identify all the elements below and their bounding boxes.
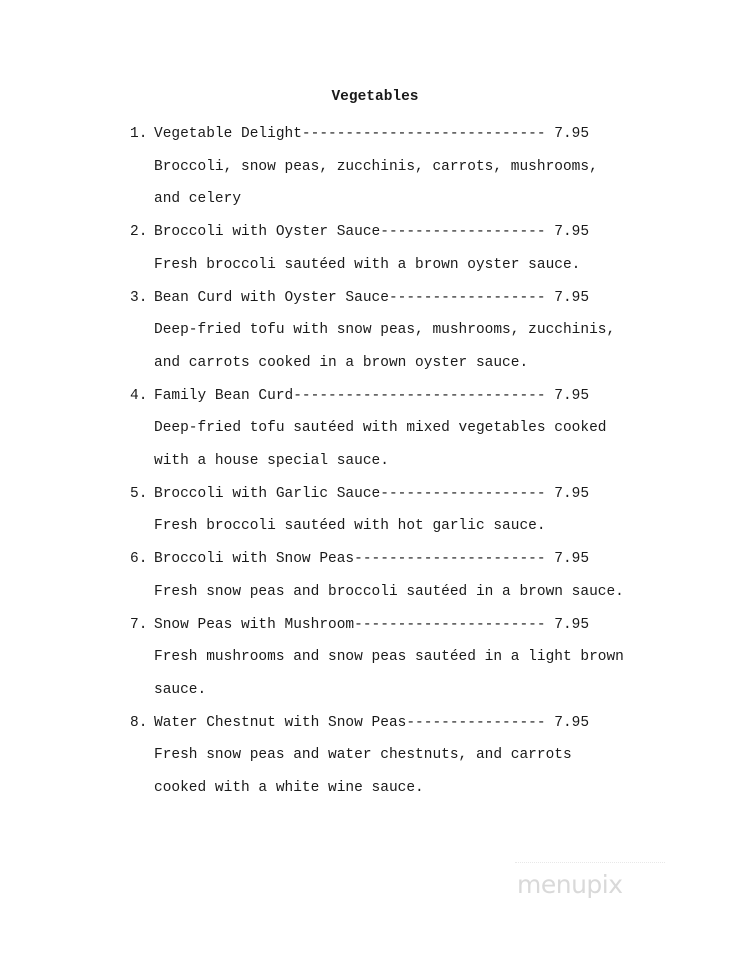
menupix-watermark — [515, 862, 665, 912]
item-description: Fresh snow peas and broccoli sautéed in a brown sauce. — [154, 583, 624, 600]
menu-item-snow-peas-mushroom — [130, 609, 660, 707]
item-description: Deep-fried tofu with snow peas, mushrooms, zucchinis, and carrots cooked in a brown oyster sauce. — [154, 322, 616, 371]
item-description: Fresh broccoli sautéed with a brown oyster sauce. — [154, 256, 581, 273]
item-description: Fresh broccoli sautéed with hot garlic sauce. — [154, 518, 546, 534]
menu-item-broccoli-garlic-sauce — [130, 478, 660, 543]
item-name-price-line: Snow Peas with Mushroom---------------------- 7.95 — [154, 616, 590, 633]
item-name-price-line: Broccoli with Garlic Sauce------------------- 7.95 — [154, 485, 590, 502]
item-name-price-line: Vegetable Delight---------------------------- 7.95 — [154, 126, 590, 142]
page-title: Vegetables — [331, 89, 419, 105]
item-name-price-line: Family Bean Curd----------------------------- 7.95 — [154, 387, 590, 404]
item-name-price-line: Broccoli with Oyster Sauce------------------- 7.95 — [154, 224, 590, 240]
item-description: Fresh mushrooms and snow peas sautéed in a light brown sauce. — [154, 649, 624, 698]
item-number: 7. — [130, 616, 148, 633]
watermark-dotted-rule — [515, 862, 665, 863]
item-description: Fresh snow peas and water chestnuts, and carrots cooked with a white wine sauce. — [154, 747, 572, 796]
item-name-price-line: Bean Curd with Oyster Sauce------------------ 7.95 — [154, 289, 590, 306]
item-name-price-line: Broccoli with Snow Peas---------------------- 7.95 — [154, 551, 590, 567]
menu-item-vegetable-delight — [130, 118, 660, 216]
menu-item-bean-curd-oyster-sauce — [130, 282, 660, 380]
menu-item-water-chestnut-snow-peas — [130, 707, 660, 805]
item-number: 5. — [130, 485, 148, 502]
item-number: 3. — [130, 289, 148, 306]
item-number: 1. — [130, 126, 148, 142]
item-description: Deep-fried tofu sautéed with mixed vegetables cooked with a house special sauce. — [154, 420, 607, 469]
menu-list — [130, 118, 660, 805]
item-name-price-line: Water Chestnut with Snow Peas---------------- 7.95 — [154, 714, 590, 731]
item-number: 8. — [130, 714, 148, 731]
item-number: 4. — [130, 387, 148, 404]
menu-item-broccoli-oyster-sauce — [130, 216, 660, 281]
watermark-logo-text: menupix — [517, 870, 623, 899]
menu-item-family-bean-curd — [130, 380, 660, 478]
menu-item-broccoli-snow-peas — [130, 543, 660, 608]
item-number: 2. — [130, 224, 148, 240]
item-description: Broccoli, snow peas, zucchinis, carrots, mushrooms, and celery — [154, 158, 598, 207]
item-number: 6. — [130, 551, 148, 567]
